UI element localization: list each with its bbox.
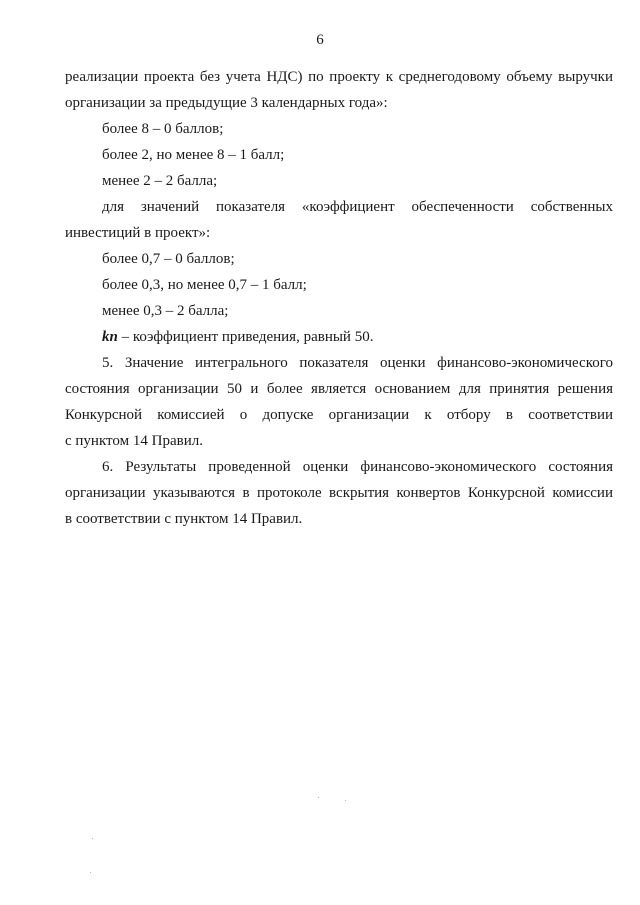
list-item: более 0,3, но менее 0,7 – 1 балл; <box>102 277 307 293</box>
coefficient-symbol: kп <box>102 329 118 345</box>
paragraph-6-line: 6. Результаты проведенной оценки финансово-экономического состояния <box>102 459 613 475</box>
paragraph-5-line: с пунктом 14 Правил. <box>65 433 203 449</box>
list-item: менее 0,3 – 2 балла; <box>102 303 229 319</box>
list-item: более 2, но менее 8 – 1 балл; <box>102 147 285 163</box>
paragraph-6-line: организации указываются в протоколе вскрытия конвертов Конкурсной комиссии <box>65 485 613 501</box>
scan-speck <box>90 872 91 873</box>
text-line: организации за предыдущие 3 календарных года»: <box>65 95 388 111</box>
scan-speck <box>345 800 346 801</box>
body-text <box>65 64 613 532</box>
paragraph-5-line: Конкурсной комиссией о допуске организации к отбору в соответствии <box>65 407 613 423</box>
list-item: более 0,7 – 0 баллов; <box>102 251 235 267</box>
list-item: более 8 – 0 баллов; <box>102 121 224 137</box>
coefficient-text: – коэффициент приведения, равный 50. <box>117 329 374 345</box>
text-line: реализации проекта без учета НДС) по проекту к среднегодовому объему выручки <box>65 69 613 85</box>
text-line: для значений показателя «коэффициент обеспеченности собственных <box>102 199 613 215</box>
text-line: инвестиций в проект»: <box>65 225 211 241</box>
paragraph-6-line: в соответствии с пунктом 14 Правил. <box>65 511 303 527</box>
page-number: 6 <box>316 32 324 48</box>
list-item: менее 2 – 2 балла; <box>102 173 218 189</box>
paragraph-5-line: состояния организации 50 и более является основанием для принятия решения <box>65 381 613 397</box>
coefficient-definition <box>65 324 613 350</box>
scan-speck <box>318 797 319 798</box>
scan-speck <box>92 838 93 839</box>
paragraph-5-line: 5. Значение интегрального показателя оценки финансово-экономического <box>102 355 613 371</box>
